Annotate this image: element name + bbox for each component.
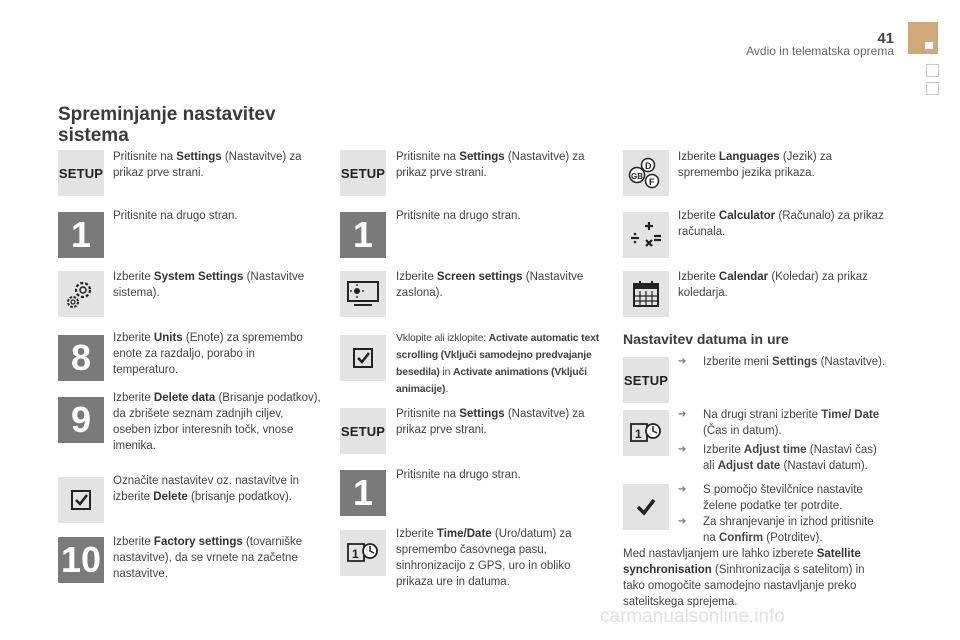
step-text: Pritisnite na Settings (Nastavitve) za prikaz prve strani. — [113, 151, 302, 179]
bullet-arrow-icon: ➔ — [678, 484, 687, 495]
step-text: Izberite Delete data (Brisanje podatkov), da zbrišete seznam zadnjih ciljev, oseben izbor interesnih točk, vnose imenika. — [113, 392, 321, 452]
chapter-box — [926, 82, 939, 95]
languages-icon — [623, 150, 669, 196]
svg-text:GB: GB — [631, 172, 643, 181]
step-text: Pritisnite na Settings (Nastavitve) za prikaz prve strani. — [396, 408, 585, 436]
bullet-item: ➔ Izberite Adjust time (Nastavi čas) ali Adjust date (Nastavi datum). — [678, 444, 877, 472]
svg-text:D: D — [645, 161, 652, 171]
bullet-item: ➔ Na drugi strani izberite Time/ Date (Čas in datum). — [678, 409, 880, 437]
chapter-tab — [908, 22, 938, 54]
time-date-icon — [623, 410, 669, 456]
step-text: Izberite Calendar (Koledar) za prikaz koledarja. — [678, 271, 868, 299]
bullet-arrow-icon: ➔ — [678, 356, 687, 367]
calendar-icon — [623, 271, 669, 317]
step-number-10-icon: 10 — [58, 537, 104, 583]
step-text: Označite nastavitev oz. nastavitve in izberite Delete (brisanje podatkov). — [113, 475, 300, 503]
setup-button-icon: SETUP — [623, 357, 669, 403]
calculator-icon — [623, 212, 669, 258]
step-text: Izberite System Settings (Nastavitve sistema). — [113, 271, 305, 299]
step-text: Pritisnite na drugo stran. — [113, 210, 238, 222]
step-text: Pritisnite na drugo stran. — [396, 210, 521, 222]
bullet-item: ➔ S pomočjo številčnice nastavite želene podatke ter potrdite. — [678, 484, 863, 512]
step-text: Pritisnite na Settings (Nastavitve) za prikaz prve strani. — [396, 151, 585, 179]
chapter-box — [926, 64, 939, 77]
step-text: Izberite Calculator (Računalo) za prikaz računala. — [678, 210, 884, 238]
step-text: Izberite Time/Date (Uro/datum) za spremembo časovnega pasu, sinhronizacijo z GPS, uro in obliko prikaza ure in datuma. — [396, 528, 572, 588]
section-header: Avdio in telematska oprema — [746, 44, 894, 58]
system-settings-gear-icon — [58, 271, 104, 317]
step-text: Pritisnite na drugo stran. — [396, 469, 521, 481]
bullet-item: ➔ Za shranjevanje in izhod pritisnite na Confirm (Potrditev). — [678, 516, 874, 544]
setup-button-icon: SETUP — [340, 408, 386, 454]
step-number-9-icon: 9 — [58, 397, 104, 443]
checkbox-icon — [340, 335, 386, 381]
step-text: Izberite Units (Enote) za spremembo enote za razdaljo, porabo in temperaturo. — [113, 332, 303, 376]
note-text: Med nastavljanjem ure lahko izberete Satellite synchronisation (Sinhronizacija s satelitom) in tako omogočite samodejno nastavljanje preko satelitskega sprejema. — [623, 548, 865, 608]
bullet-arrow-icon: ➔ — [678, 409, 687, 420]
svg-text:1: 1 — [352, 547, 359, 561]
chapter-tab-marker — [925, 42, 933, 49]
confirm-check-icon — [623, 484, 669, 530]
step-number-1-icon: 1 — [58, 212, 104, 258]
time-date-icon — [340, 530, 386, 576]
screen-settings-icon — [340, 271, 386, 317]
watermark: carmanualsonline.info — [600, 606, 785, 627]
checkbox-icon — [58, 477, 104, 523]
setup-button-icon: SETUP — [340, 150, 386, 196]
step-text: Izberite Factory settings (tovarniške nastavitve), da se vrnete na začetne nastavitve. — [113, 536, 303, 580]
svg-text:F: F — [649, 177, 655, 187]
step-number-1-icon: 1 — [340, 470, 386, 516]
step-text: Izberite Languages (Jezik) za spremembo jezika prikaza. — [678, 151, 833, 179]
page-title: Spreminjanje nastavitev sistema — [58, 104, 276, 146]
step-text: Vklopite ali izklopite: Activate automatic text scrolling (Vključi samodejno predvajanje besedila) in Activate animations (Vključi animacije). — [396, 332, 600, 395]
page-number: 41 — [877, 30, 894, 47]
bullet-item: ➔ Izberite meni Settings (Nastavitve). — [678, 356, 886, 368]
bullet-arrow-icon: ➔ — [678, 444, 687, 455]
step-number-8-icon: 8 — [58, 335, 104, 381]
svg-text:1: 1 — [635, 427, 642, 441]
bullet-arrow-icon: ➔ — [678, 516, 687, 527]
section-title: Nastavitev datuma in ure — [623, 331, 789, 347]
step-number-1-icon: 1 — [340, 212, 386, 258]
step-text: Izberite Screen settings (Nastavitve zaslona). — [396, 271, 584, 299]
setup-button-icon: SETUP — [58, 150, 104, 196]
